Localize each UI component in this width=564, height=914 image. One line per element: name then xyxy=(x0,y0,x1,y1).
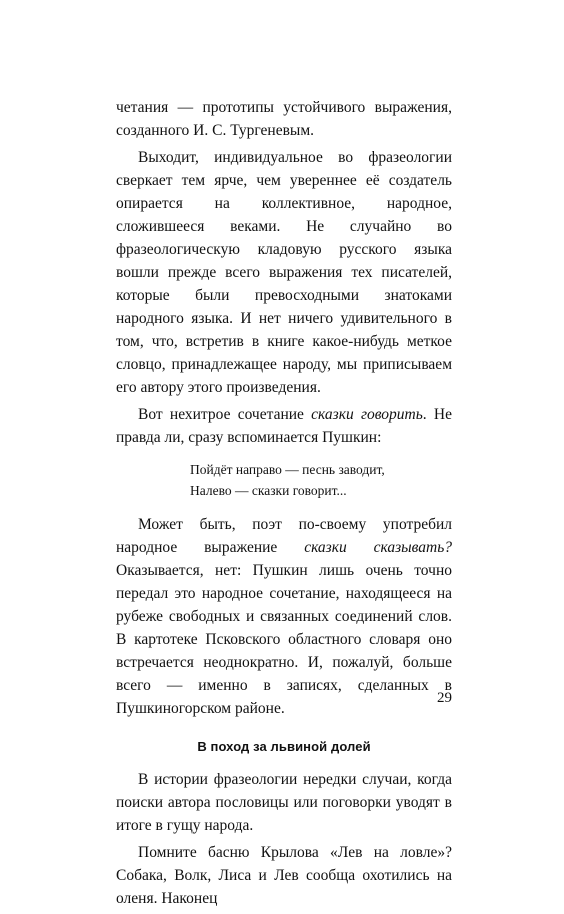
paragraph-continuation: четания — прототипы устойчивого выражения, созданного И. С. Тургеневым. xyxy=(116,99,452,139)
italic-phrase: сказки сказывать? xyxy=(304,539,453,556)
paragraph-fable: Помните басню Крылова «Лев на ловле»? Собака, Волк, Лиса и Лев сообща охотились на оленя. Наконец xyxy=(116,844,452,907)
page-text xyxy=(116,96,452,914)
verse-line: Пойдёт направо — песнь заводит, xyxy=(190,462,385,477)
verse-line: Налево — сказки говорит... xyxy=(190,483,347,498)
paragraph-text: Вот нехитрое сочетание xyxy=(138,406,312,423)
paragraph-text: . Не правда ли, сразу вспоминается Пушкин: xyxy=(116,406,452,446)
paragraph-skazki-govorit xyxy=(116,403,452,449)
paragraph-history: В истории фразеологии нередки случаи, когда поиски автора пословицы или поговорки уводят в итоге в гущу народа. xyxy=(116,771,452,834)
paragraph-text: Может быть, поэт по-своему употребил народное выражение xyxy=(116,516,452,556)
verse-quote xyxy=(190,459,452,501)
paragraph-text: Оказывается, нет: Пушкин лишь очень точно передал это народное сочетание, находящееся на рубеже свободных и связанных соединений слов. В картотеке Псковского областного словаря оно встречается неоднократно. И, пожалуй, больше всего — именно в записях, сделанных в Пушкиногорском районе. xyxy=(116,562,452,717)
section-heading: В поход за львиной долей xyxy=(197,739,371,754)
paragraph-skazki-skazyvat xyxy=(116,513,452,720)
italic-phrase: сказки говорить xyxy=(311,406,423,423)
paragraph-individual-phraseology: Выходит, индивидуальное во фразеологии сверкает тем ярче, чем увереннее её создатель опирается на коллективное, народное, сложившееся веками. Не случайно во фразеологическую кладовую русского языка вошли прежде всего выражения тех писателей, которые были превосходными знатоками народного языка. И нет ничего удивительного в том, что, встретив в книге какое-нибудь меткое словцо, принадлежащее народу, мы приписываем его автору этого произведения. xyxy=(116,149,452,396)
page-number: 29 xyxy=(437,690,452,706)
